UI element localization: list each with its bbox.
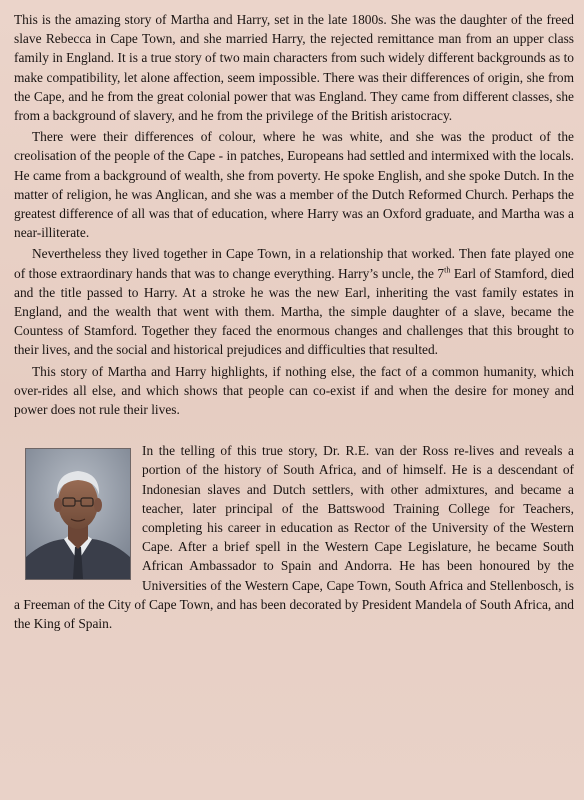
blurb-paragraph-2: There were their differences of colour, where he was white, and she was the product of the creolisation of the people of the Cape - in patches, Europeans had settled and intermixed with the locals. He came from a background of wealth, she from poverty. He spoke English, and she spoke Dutch. In the matter of religion, he was Anglican, and she was a member of the Dutch Reformed Church. Perhaps the greatest difference of all was that of education, where Harry was an Oxford graduate, and Martha was a near-illiterate.: [14, 129, 574, 241]
author-portrait-image: [26, 449, 130, 579]
blurb-paragraph-1: This is the amazing story of Martha and Harry, set in the late 1800s. She was the daughter of the freed slave Rebecca in Cape Town, and she married Harry, the rejected remittance man from an upper class family in England. It is a true story of two main characters from such widely different backgrounds as to make compatibility, let alone affection, seem impossible. There was their differences of origin, she from the Cape, and he from the great colonial power that was England. They came from different classes, she from a background of slavery, and he from the privilege of the British aristocracy.: [14, 12, 574, 124]
blurb-paragraph-4: This story of Martha and Harry highlights, if nothing else, the fact of a common humanity, which over-rides all else, and which shows that people can co-exist if and when the desire for money and power does not rule their lives.: [14, 363, 574, 418]
author-section: [14, 441, 574, 633]
author-photo: [26, 449, 130, 579]
ordinal-suffix: th: [444, 265, 451, 275]
author-bio: In the telling of this true story, Dr. R.E. van der Ross re-lives and reveals a portion of the history of South Africa, and of himself. He is a descendant of Indonesian slaves and Dutch settlers, with other admixtures, and became a teacher, later principal of the Battswood Training College for Teachers, completing his career in education as Rector of the University of the Western Cape. After a brief spell in the Western Cape Legislature, he became South African Ambassador to Spain and Andorra. He has been honoured by the Universities of the Western Cape, Cape Town, South Africa and Stellenbosch, is a Freeman of the City of Cape Town, and has been decorated by President Mandela of South Africa, and the King of Spain.: [14, 443, 574, 632]
blurb-paragraph-3: [14, 244, 574, 359]
blurb-paragraph-3-part-2: Earl of Stamford, died and the title passed to Harry. At a stroke he was the new Earl, inheriting the vast family estates in England, and the wealth that went with them. Martha, the simple daughter of a slave, became the Countess of Stamford. Together they faced the enormous changes and challenges that this brought to their lives, and the social and historical prejudices and difficulties that resulted.: [14, 265, 574, 358]
blurb-paragraph-3-part-1: Nevertheless they lived together in Cape Town, in a relationship that worked. Then fate played one of those extraordinary hands that was to change everything. Harry’s uncle, the 7: [14, 246, 574, 281]
